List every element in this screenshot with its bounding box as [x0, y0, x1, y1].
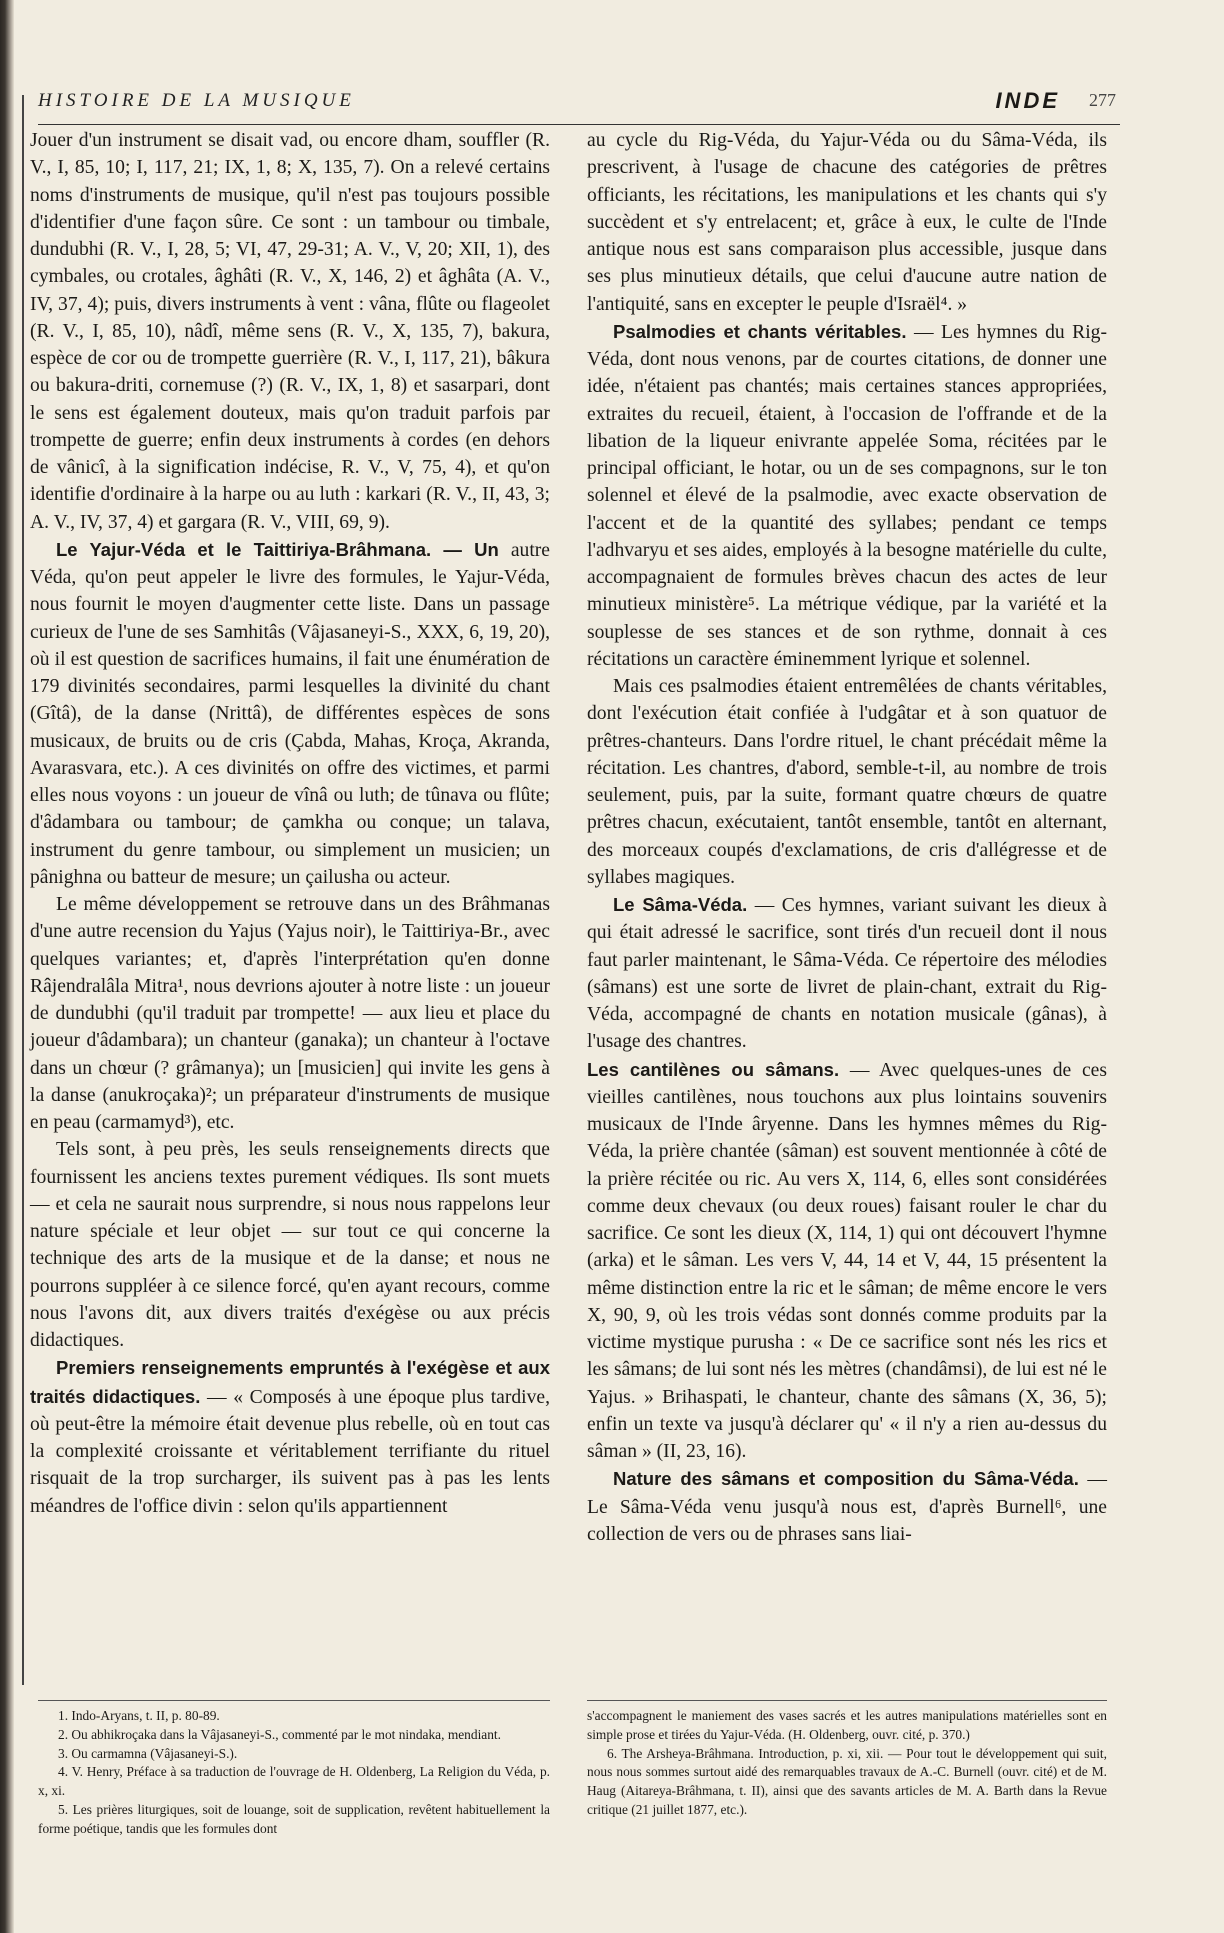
paragraph: Mais ces psalmodies étaient entremêlées de chants véritables, dont l'exécution était confiée à l'udgâtar et à son quatuor de prêtres-chanteurs. Dans l'ordre rituel, le chant précédait même la récitation. Les chantres, d'abord, semble-t-il, au nombre de trois seulement, puis, par la suite, formant quatre chœurs de quatre prêtres chacun, exécutaient, tantôt ensemble, tantôt en alternant, des morceaux coupés d'exclamations, de cris d'allégresse et de syllabes magiques.	[587, 676, 1107, 888]
running-title: HISTOIRE DE LA MUSIQUE	[38, 90, 355, 111]
footnote: 6. The Arsheya-Brâhmana. Introduction, p. xi, xii. — Pour tout le développement qui suit, nous nous sommes surtout aidé des remarquables travaux de A.-C. Burnell (ouvr. cité) et de M. Haug (Aitareya-Brâhmana, t. II), ainsi que des savants articles de M. A. Barth dans la Revue critique (21 juillet 1877, etc.).	[587, 1745, 1107, 1817]
footnote: 2. Ou abhikroçaka dans la Vâjasaneyi-S., commenté par le mot nindaka, mendiant.	[58, 1726, 501, 1742]
paragraph: Les cantilènes ou sâmans. — Avec quelques-unes de ces vieilles cantilènes, nous touchons aux plus lointains souvenirs musicaux de l'Inde âryenne. Dans les hymnes mêmes du Rig-Véda, la prière chantée (sâman) est souvent mentionnée à côté de la prière récitée ou ric. Au vers X, 114, 6, elles sont considérées comme deux chevaux (ou deux roues) faisant rouler le char du sacrifice. Ce sont les dieux (X, 114, 1) qui ont découvert l'hymne (arka) et le sâman. Les vers V, 44, 14 et V, 44, 15 présentent la même distinction entre la ric et le sâman; de même encore le vers X, 90, 9, où les trois védas sont donnés comme produits par la victime mystique purusha : « De ce sacrifice sont nés les rics et les sâmans; de lui sont nés les mètres (chandâmsi), de lui est né le Yajus. » Brihaspati, le chanteur, chante des sâmans (X, 36, 5); enfin un texte va jusqu'à déclarer qu' « il n'y a rien au-dessus du sâman » (II, 23, 16).	[587, 1058, 1107, 1462]
paragraph: Le Yajur-Véda et le Taittiriya-Brâhmana. — Un autre Véda, qu'on peut appeler le livre des formules, le Yajur-Véda, nous fournit le moyen d'augmenter cette liste. Dans un passage curieux de l'une de ses Samhitâs (Vâjasaneyi-S., XXX, 6, 19, 20), où il est question de sacrifices humains, il fait une énumération de 179 divinités secondaires, parmi lesquelles la divinité du chant (Gîtâ), de la danse (Nrittâ), de différentes espèces de sons musicaux, de bruits ou de cris (Çabda, Mahas, Kroça, Akranda, Avarasvara, etc.). A ces divinités on offre des victimes, et parmi elles nous voyons : un joueur de vînâ ou luth; de tûnava ou flûte; d'âdambara ou tambour; de çamkha ou conque; un talava, instrument du genre tambour, ou simplement un musicien; un pânighna ou batteur de mesure; un çailusha ou acteur.	[30, 538, 550, 888]
paragraph: Premiers renseignements empruntés à l'exégèse et aux traités didactiques. — « Composés à une époque plus tardive, où peut-être la mémoire était devenue plus rebelle, où en tout cas la complexité croissante et véritablement terrifiante du rituel risquait de la trop surcharger, ils suivent pas à pas les lents méandres de l'office divin : selon qu'ils appartiennent	[30, 1357, 550, 1517]
page-number: 277	[1089, 90, 1116, 110]
paragraph: Psalmodies et chants véritables. — Les hymnes du Rig-Véda, dont nous venons, par de courtes citations, de donner une idée, n'étaient pas chantés; mais certaines stances appropriées, extraites du recueil, étaient, à l'occasion de l'offrande et de la libation de la liqueur enivrante appelée Soma, récitées par le principal officiant, le hotar, ou un de ses compagnons, sur le ton solennel et élevé de la psalmodie, avec exacte observation de l'accent et de la quantité des syllabes; pendant ce temps l'adhvaryu et ses aides, employés à la besogne matérielle du culte, accompagnaient de formules brèves chacun des actes de leur minutieux ministère⁵. La métrique védique, par la variété et la souplesse de ses stances et de son rythme, donnait à ces récitations un caractère éminemment lyrique et solennel.	[587, 320, 1107, 670]
left-column	[30, 127, 550, 1520]
section-heading: Psalmodies et chants véritables.	[613, 320, 907, 342]
paragraph: Tels sont, à peu près, les seuls renseignements directs que fournissent les anciens textes purement védiques. Ils sont muets — et cela ne saurait nous surprendre, si nous nous rappelons leur nature spéciale et leur objet — sur tout ce qui concerne la technique des arts de la musique et de la danse; et nous ne pourrons suppléer à ce silence forcé, qu'en ayant recours, comme nous l'avons dit, aux divers traités d'exégèse ou aux précis didactiques.	[30, 1139, 550, 1351]
section-heading: Les cantilènes ou sâmans.	[587, 1058, 840, 1080]
paragraph: Jouer d'un instrument se disait vad, ou encore dham, souffler (R. V., I, 85, 10; I, 117, 21; IX, 1, 8; X, 135, 7). On a relevé certains noms d'instruments de musique, qu'il n'est pas toujours possible d'identifier d'une façon sûre. Ce sont : un tambour ou timbale, dundubhi (R. V., I, 28, 5; VI, 47, 29-31; A. V., V, 20; XII, 1), des cymbales, ou crotales, âghâti (R. V., X, 146, 2) et âghâta (A. V., IV, 37, 4); puis, divers instruments à vent : vâna, flûte ou flageolet (R. V., I, 85, 10), nâdî, même sens (R. V., X, 135, 7), bakura, espèce de cor ou de trompette guerrière (R. V., I, 117, 21), bâkura ou bakura-driti, cornemuse (?) (R. V., IX, 1, 8) et sasarpari, dont le sens est également douteux, mais qu'on traduit parfois par trompette de guerre; enfin deux instruments à cordes (en dehors de vânicî, à la signification indécise, R. V., V, 75, 4), et qu'on identifie d'ordinaire à la harpe ou au luth : karkari (R. V., II, 43, 3; A. V., IV, 37, 4) et gargara (R. V., VIII, 69, 9).	[30, 130, 550, 533]
footnote: 1. Indo-Aryans, t. II, p. 80-89.	[58, 1708, 220, 1723]
binding-gutter	[0, 0, 14, 1933]
section-title: INDE	[995, 88, 1060, 113]
footnote: 3. Ou carmamna (Vâjasaneyi-S.).	[58, 1745, 238, 1761]
section-heading: Nature des sâmans et composition du Sâma-Véda.	[613, 1468, 1079, 1490]
footnotes-left	[38, 1700, 550, 1839]
paragraph: au cycle du Rig-Véda, du Yajur-Véda ou du Sâma-Véda, ils prescrivent, à l'usage de chacune des catégories de prêtres officiants, les récitations, les manipulations et les chants qui s'y succèdent et s'y entrelacent; et, grâce à eux, le culte de l'Inde antique nous est sans comparaison plus accessible, jusque dans ses plus minutieux détails, que celui d'aucune autre nation de l'antiquité, sans en excepter le peuple d'Israël⁴. »	[587, 130, 1107, 315]
footnote: s'accompagnent le maniement des vases sacrés et les autres manipulations matérielles sont en simple prose et tirées du Yajur-Véda. (H. Oldenberg, ouvr. cité, p. 370.)	[587, 1708, 1107, 1742]
paragraph: Le même développement se retrouve dans un des Brâhmanas d'une autre recension du Yajus (Yajus noir), le Taittiriya-Br., avec quelques variantes; et, d'après l'interprétation qu'en donne Râjendralâla Mitra¹, nous devrions ajouter à notre liste : un joueur de dundubhi (qu'il traduit par trompette! — aux lieu et place du joueur d'âdambara); un chanteur (ganaka); un chanteur à l'octave dans un chœur (? grâmanya); un [musicien] qui invite les gens à la danse (anukroçaka)²; un préparateur d'instruments de musique en peau (carmamyd³), etc.	[30, 894, 550, 1133]
paragraph: Le Sâma-Véda. — Ces hymnes, variant suivant les dieux à qui était adressé le sacrifice, sont tirés d'un recueil dont il nous faut parler maintenant, le Sâma-Véda. Ce répertoire des mélodies (sâmans) est une sorte de livret de plain-chant, extrait du Rig-Véda, accompagné de chants en notation musicale (gânas), à l'usage des chantres.	[587, 894, 1107, 1053]
footnotes-right	[587, 1700, 1107, 1820]
footnote: 4. V. Henry, Préface à sa traduction de l'ouvrage de H. Oldenberg, La Religion du Véda, p. x, xi.	[38, 1764, 550, 1799]
section-heading: Le Yajur-Véda et le Taittiriya-Brâhmana. — Un	[56, 538, 499, 560]
section-heading: Premiers renseignements empruntés à l'exégèse et aux traités didactiques.	[30, 1357, 550, 1407]
margin-rule	[22, 95, 24, 1685]
section-heading: Le Sâma-Véda.	[613, 894, 748, 915]
right-column	[587, 127, 1107, 1548]
footnote: 5. Les prières liturgiques, soit de louange, soit de supplication, revêtent habituellement la forme poétique, tandis que les formules dont	[38, 1801, 550, 1836]
paragraph: Nature des sâmans et composition du Sâma-Véda. — Le Sâma-Véda venu jusqu'à nous est, d'après Burnell⁶, une collection de vers ou de phrases sans liai-	[587, 1468, 1107, 1545]
page-header	[38, 88, 1120, 125]
